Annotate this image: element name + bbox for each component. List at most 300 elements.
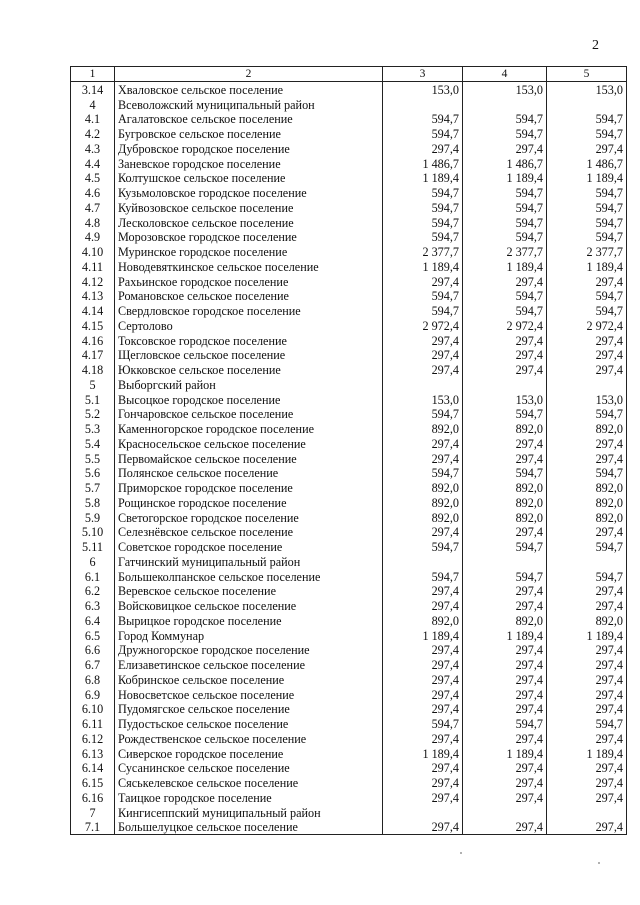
value-col-3: 297,4 xyxy=(383,657,463,672)
municipality-name: Елизаветинское сельское поселение xyxy=(115,657,383,672)
row-number: 6.4 xyxy=(71,613,115,628)
municipality-name: Вырицкое городское поселение xyxy=(115,613,383,628)
table-row xyxy=(71,215,627,230)
table-row xyxy=(71,820,627,835)
table-body xyxy=(71,82,627,835)
value-col-3: 297,4 xyxy=(383,702,463,717)
value-col-5: 594,7 xyxy=(547,215,627,230)
value-col-3: 1 189,4 xyxy=(383,259,463,274)
value-col-3: 297,4 xyxy=(383,362,463,377)
municipality-name: Кузьмоловское городское поселение xyxy=(115,185,383,200)
row-number: 5.7 xyxy=(71,480,115,495)
value-col-4 xyxy=(463,377,547,392)
row-number: 6.14 xyxy=(71,761,115,776)
municipality-name: Сиверское городское поселение xyxy=(115,746,383,761)
table-row xyxy=(71,554,627,569)
municipality-name: Первомайское сельское поселение xyxy=(115,451,383,466)
table-row xyxy=(71,126,627,141)
value-col-5: 297,4 xyxy=(547,820,627,835)
value-col-5: 297,4 xyxy=(547,274,627,289)
row-number: 6.2 xyxy=(71,584,115,599)
value-col-4: 1 189,4 xyxy=(463,259,547,274)
value-col-5: 892,0 xyxy=(547,480,627,495)
row-number: 4.16 xyxy=(71,333,115,348)
municipality-name: Куйвозовское сельское поселение xyxy=(115,200,383,215)
value-col-5: 297,4 xyxy=(547,702,627,717)
value-col-5 xyxy=(547,805,627,820)
row-number: 4.9 xyxy=(71,230,115,245)
value-col-5: 1 486,7 xyxy=(547,156,627,171)
row-number: 5.1 xyxy=(71,392,115,407)
row-number: 5.2 xyxy=(71,407,115,422)
row-number: 4.6 xyxy=(71,185,115,200)
value-col-4 xyxy=(463,805,547,820)
value-col-5: 2 377,7 xyxy=(547,244,627,259)
value-col-4: 594,7 xyxy=(463,289,547,304)
table-row xyxy=(71,392,627,407)
row-number: 6.3 xyxy=(71,598,115,613)
municipality-name: Красносельское сельское поселение xyxy=(115,436,383,451)
value-col-3: 594,7 xyxy=(383,289,463,304)
column-header-5: 5 xyxy=(547,67,627,82)
value-col-3: 1 189,4 xyxy=(383,628,463,643)
value-col-4 xyxy=(463,97,547,112)
value-col-4: 153,0 xyxy=(463,392,547,407)
municipality-name: Большеколпанское сельское поселение xyxy=(115,569,383,584)
row-number: 4.17 xyxy=(71,348,115,363)
value-col-3: 297,4 xyxy=(383,687,463,702)
value-col-4: 297,4 xyxy=(463,598,547,613)
row-number: 4.12 xyxy=(71,274,115,289)
value-col-3: 594,7 xyxy=(383,126,463,141)
value-col-4: 297,4 xyxy=(463,584,547,599)
municipality-name: Сусанинское сельское поселение xyxy=(115,761,383,776)
value-col-5: 297,4 xyxy=(547,643,627,658)
value-col-4: 594,7 xyxy=(463,112,547,127)
value-col-5: 1 189,4 xyxy=(547,746,627,761)
value-col-3: 297,4 xyxy=(383,643,463,658)
value-col-5: 892,0 xyxy=(547,510,627,525)
row-number: 6.9 xyxy=(71,687,115,702)
municipality-name: Лесколовское сельское поселение xyxy=(115,215,383,230)
row-number: 4.15 xyxy=(71,318,115,333)
value-col-5: 594,7 xyxy=(547,539,627,554)
row-number: 3.14 xyxy=(71,82,115,97)
value-col-4: 594,7 xyxy=(463,466,547,481)
value-col-3: 594,7 xyxy=(383,303,463,318)
value-col-3: 594,7 xyxy=(383,215,463,230)
row-number: 5.9 xyxy=(71,510,115,525)
value-col-5 xyxy=(547,554,627,569)
value-col-4: 1 486,7 xyxy=(463,156,547,171)
row-number: 4.5 xyxy=(71,171,115,186)
value-col-5: 153,0 xyxy=(547,82,627,97)
value-col-5: 297,4 xyxy=(547,761,627,776)
row-number: 6.12 xyxy=(71,731,115,746)
value-col-3: 892,0 xyxy=(383,480,463,495)
row-number: 4.2 xyxy=(71,126,115,141)
value-col-3: 297,4 xyxy=(383,761,463,776)
table-row xyxy=(71,171,627,186)
value-col-5: 297,4 xyxy=(547,790,627,805)
row-number: 4.10 xyxy=(71,244,115,259)
value-col-3 xyxy=(383,805,463,820)
value-col-4: 297,4 xyxy=(463,731,547,746)
value-col-4: 594,7 xyxy=(463,215,547,230)
municipality-name: Новодевяткинское сельское поселение xyxy=(115,259,383,274)
row-number: 4.13 xyxy=(71,289,115,304)
value-col-3: 892,0 xyxy=(383,613,463,628)
table-row xyxy=(71,244,627,259)
value-col-5: 297,4 xyxy=(547,657,627,672)
value-col-4: 892,0 xyxy=(463,495,547,510)
table-row xyxy=(71,112,627,127)
table-row xyxy=(71,539,627,554)
value-col-3: 594,7 xyxy=(383,466,463,481)
municipality-name: Кингисеппский муниципальный район xyxy=(115,805,383,820)
value-col-3: 297,4 xyxy=(383,333,463,348)
value-col-4: 1 189,4 xyxy=(463,746,547,761)
value-col-4: 594,7 xyxy=(463,539,547,554)
table-row xyxy=(71,480,627,495)
value-col-3 xyxy=(383,97,463,112)
table-row xyxy=(71,716,627,731)
municipality-name: Морозовское городское поселение xyxy=(115,230,383,245)
value-col-5: 594,7 xyxy=(547,200,627,215)
value-col-3: 892,0 xyxy=(383,510,463,525)
table-row xyxy=(71,333,627,348)
value-col-5: 1 189,4 xyxy=(547,171,627,186)
value-col-4: 297,4 xyxy=(463,790,547,805)
value-col-5: 594,7 xyxy=(547,289,627,304)
value-col-3: 297,4 xyxy=(383,598,463,613)
table-row xyxy=(71,775,627,790)
table-row xyxy=(71,407,627,422)
municipality-name: Сяськелевское сельское поселение xyxy=(115,775,383,790)
table-row xyxy=(71,569,627,584)
table-row xyxy=(71,790,627,805)
value-col-3: 297,4 xyxy=(383,436,463,451)
value-col-4: 594,7 xyxy=(463,303,547,318)
table-row xyxy=(71,451,627,466)
value-col-5: 892,0 xyxy=(547,613,627,628)
value-col-5: 1 189,4 xyxy=(547,628,627,643)
table-row xyxy=(71,318,627,333)
table-row xyxy=(71,731,627,746)
row-number: 6.10 xyxy=(71,702,115,717)
table-row xyxy=(71,185,627,200)
table-row xyxy=(71,303,627,318)
table-row xyxy=(71,672,627,687)
table-row xyxy=(71,702,627,717)
row-number: 4.3 xyxy=(71,141,115,156)
value-col-4: 594,7 xyxy=(463,569,547,584)
value-col-5: 297,4 xyxy=(547,451,627,466)
value-col-4: 1 189,4 xyxy=(463,628,547,643)
municipality-name: Кобринское сельское поселение xyxy=(115,672,383,687)
value-col-5: 892,0 xyxy=(547,495,627,510)
table-row xyxy=(71,628,627,643)
value-col-3: 297,4 xyxy=(383,274,463,289)
table-row xyxy=(71,82,627,97)
value-col-5: 153,0 xyxy=(547,392,627,407)
value-col-5: 297,4 xyxy=(547,525,627,540)
value-col-3: 594,7 xyxy=(383,407,463,422)
value-col-3: 297,4 xyxy=(383,525,463,540)
value-col-3: 594,7 xyxy=(383,200,463,215)
value-col-5 xyxy=(547,97,627,112)
row-number: 4.7 xyxy=(71,200,115,215)
value-col-3: 297,4 xyxy=(383,672,463,687)
table-row xyxy=(71,805,627,820)
municipality-name: Агалатовское сельское поселение xyxy=(115,112,383,127)
municipality-name: Свердловское городское поселение xyxy=(115,303,383,318)
value-col-3: 594,7 xyxy=(383,112,463,127)
value-col-4: 297,4 xyxy=(463,141,547,156)
table-row xyxy=(71,613,627,628)
value-col-3: 594,7 xyxy=(383,230,463,245)
value-col-5: 297,4 xyxy=(547,362,627,377)
value-col-5: 594,7 xyxy=(547,716,627,731)
row-number: 6.1 xyxy=(71,569,115,584)
value-col-4: 297,4 xyxy=(463,274,547,289)
municipality-name: Выборгский район xyxy=(115,377,383,392)
municipality-name: Веревское сельское поселение xyxy=(115,584,383,599)
municipality-name: Дружногорское городское поселение xyxy=(115,643,383,658)
municipality-name: Каменногорское городское поселение xyxy=(115,421,383,436)
value-col-5: 594,7 xyxy=(547,112,627,127)
value-col-5: 594,7 xyxy=(547,185,627,200)
municipality-name: Светогорское городское поселение xyxy=(115,510,383,525)
value-col-4: 892,0 xyxy=(463,421,547,436)
value-col-3: 594,7 xyxy=(383,185,463,200)
table-row xyxy=(71,362,627,377)
municipality-name: Гатчинский муниципальный район xyxy=(115,554,383,569)
value-col-4: 297,4 xyxy=(463,525,547,540)
value-col-3: 297,4 xyxy=(383,775,463,790)
municipality-name: Токсовское городское поселение xyxy=(115,333,383,348)
table-row xyxy=(71,510,627,525)
value-col-3: 594,7 xyxy=(383,539,463,554)
row-number: 4.1 xyxy=(71,112,115,127)
table-row xyxy=(71,230,627,245)
row-number: 5.4 xyxy=(71,436,115,451)
scan-speck xyxy=(460,852,462,854)
value-col-3: 2 972,4 xyxy=(383,318,463,333)
value-col-4: 297,4 xyxy=(463,687,547,702)
table-row xyxy=(71,156,627,171)
column-header-1: 1 xyxy=(71,67,115,82)
municipality-name: Муринское городское поселение xyxy=(115,244,383,259)
value-col-4: 297,4 xyxy=(463,333,547,348)
column-header-3: 3 xyxy=(383,67,463,82)
value-col-4: 594,7 xyxy=(463,200,547,215)
value-col-4: 892,0 xyxy=(463,613,547,628)
value-col-3: 297,4 xyxy=(383,348,463,363)
municipality-name: Рождественское сельское поселение xyxy=(115,731,383,746)
value-col-4: 594,7 xyxy=(463,230,547,245)
municipality-name: Селезнёвское сельское поселение xyxy=(115,525,383,540)
value-col-4: 297,4 xyxy=(463,362,547,377)
table-row xyxy=(71,495,627,510)
value-col-4: 2 377,7 xyxy=(463,244,547,259)
municipality-name: Хваловское сельское поселение xyxy=(115,82,383,97)
municipality-name: Дубровское городское поселение xyxy=(115,141,383,156)
municipality-name: Советское городское поселение xyxy=(115,539,383,554)
value-col-4: 594,7 xyxy=(463,407,547,422)
municipality-name: Рахьинское городское поселение xyxy=(115,274,383,289)
row-number: 5.6 xyxy=(71,466,115,481)
row-number: 4.4 xyxy=(71,156,115,171)
municipality-name: Романовское сельское поселение xyxy=(115,289,383,304)
value-col-4: 594,7 xyxy=(463,185,547,200)
value-col-4: 297,4 xyxy=(463,643,547,658)
value-col-5: 594,7 xyxy=(547,126,627,141)
municipality-name: Высоцкое городское поселение xyxy=(115,392,383,407)
row-number: 4.11 xyxy=(71,259,115,274)
table-row xyxy=(71,657,627,672)
row-number: 6.11 xyxy=(71,716,115,731)
value-col-4: 297,4 xyxy=(463,672,547,687)
page-number: 2 xyxy=(592,38,599,53)
value-col-3: 297,4 xyxy=(383,820,463,835)
value-col-5: 297,4 xyxy=(547,436,627,451)
row-number: 4.14 xyxy=(71,303,115,318)
municipality-name: Бугровское сельское поселение xyxy=(115,126,383,141)
table-row xyxy=(71,746,627,761)
municipality-name: Полянское сельское поселение xyxy=(115,466,383,481)
value-col-4: 892,0 xyxy=(463,480,547,495)
table-row xyxy=(71,348,627,363)
value-col-5: 297,4 xyxy=(547,672,627,687)
row-number: 4.18 xyxy=(71,362,115,377)
municipality-name: Сертолово xyxy=(115,318,383,333)
row-number: 7.1 xyxy=(71,820,115,835)
value-col-5: 297,4 xyxy=(547,584,627,599)
value-col-5: 297,4 xyxy=(547,333,627,348)
value-col-4: 892,0 xyxy=(463,510,547,525)
row-number: 6.5 xyxy=(71,628,115,643)
value-col-5: 594,7 xyxy=(547,230,627,245)
value-col-3: 297,4 xyxy=(383,790,463,805)
municipality-name: Большелуцкое сельское поселение xyxy=(115,820,383,835)
row-number: 5.5 xyxy=(71,451,115,466)
value-col-3: 1 189,4 xyxy=(383,746,463,761)
table-row xyxy=(71,687,627,702)
row-number: 5.3 xyxy=(71,421,115,436)
scan-speck xyxy=(598,862,600,864)
value-col-4: 297,4 xyxy=(463,657,547,672)
table-row xyxy=(71,643,627,658)
value-col-5: 594,7 xyxy=(547,569,627,584)
value-col-4 xyxy=(463,554,547,569)
municipality-name: Юкковское сельское поселение xyxy=(115,362,383,377)
value-col-5: 297,4 xyxy=(547,598,627,613)
value-col-5: 594,7 xyxy=(547,303,627,318)
table-row xyxy=(71,141,627,156)
value-col-4: 2 972,4 xyxy=(463,318,547,333)
row-number: 6.6 xyxy=(71,643,115,658)
value-col-5: 297,4 xyxy=(547,687,627,702)
municipality-name: Рощинское городское поселение xyxy=(115,495,383,510)
table-row xyxy=(71,259,627,274)
municipality-name: Пудостьское сельское поселение xyxy=(115,716,383,731)
row-number: 4.8 xyxy=(71,215,115,230)
value-col-3: 153,0 xyxy=(383,392,463,407)
value-col-4: 297,4 xyxy=(463,436,547,451)
value-col-4: 153,0 xyxy=(463,82,547,97)
municipality-name: Щегловское сельское поселение xyxy=(115,348,383,363)
row-number: 5 xyxy=(71,377,115,392)
row-number: 4 xyxy=(71,97,115,112)
table-row xyxy=(71,97,627,112)
value-col-3: 2 377,7 xyxy=(383,244,463,259)
row-number: 6.7 xyxy=(71,657,115,672)
municipality-name: Город Коммунар xyxy=(115,628,383,643)
value-col-3 xyxy=(383,554,463,569)
value-col-4: 297,4 xyxy=(463,820,547,835)
table-row xyxy=(71,436,627,451)
value-col-3: 153,0 xyxy=(383,82,463,97)
row-number: 6.13 xyxy=(71,746,115,761)
value-col-5: 892,0 xyxy=(547,421,627,436)
value-col-3: 297,4 xyxy=(383,731,463,746)
municipality-name: Приморское городское поселение xyxy=(115,480,383,495)
municipality-name: Новосветское сельское поселение xyxy=(115,687,383,702)
value-col-4: 297,4 xyxy=(463,348,547,363)
value-col-5: 297,4 xyxy=(547,731,627,746)
table-row xyxy=(71,598,627,613)
table-row xyxy=(71,200,627,215)
value-col-4: 1 189,4 xyxy=(463,171,547,186)
municipality-name: Колтушское сельское поселение xyxy=(115,171,383,186)
table-row xyxy=(71,584,627,599)
value-col-4: 297,4 xyxy=(463,702,547,717)
row-number: 6.15 xyxy=(71,775,115,790)
value-col-3: 594,7 xyxy=(383,569,463,584)
value-col-3: 594,7 xyxy=(383,716,463,731)
municipality-name: Гончаровское сельское поселение xyxy=(115,407,383,422)
table-row xyxy=(71,377,627,392)
municipality-name: Войсковицкое сельское поселение xyxy=(115,598,383,613)
value-col-4: 297,4 xyxy=(463,775,547,790)
municipality-name: Пудомягское сельское поселение xyxy=(115,702,383,717)
value-col-5: 297,4 xyxy=(547,775,627,790)
value-col-4: 297,4 xyxy=(463,761,547,776)
table-row xyxy=(71,761,627,776)
value-col-5: 297,4 xyxy=(547,348,627,363)
row-number: 5.8 xyxy=(71,495,115,510)
value-col-3: 892,0 xyxy=(383,495,463,510)
value-col-5: 594,7 xyxy=(547,466,627,481)
allocation-table xyxy=(70,66,627,835)
column-header-2: 2 xyxy=(115,67,383,82)
value-col-5: 297,4 xyxy=(547,141,627,156)
row-number: 6 xyxy=(71,554,115,569)
value-col-5: 1 189,4 xyxy=(547,259,627,274)
row-number: 6.16 xyxy=(71,790,115,805)
value-col-4: 594,7 xyxy=(463,716,547,731)
row-number: 6.8 xyxy=(71,672,115,687)
row-number: 5.11 xyxy=(71,539,115,554)
value-col-5: 2 972,4 xyxy=(547,318,627,333)
value-col-5 xyxy=(547,377,627,392)
row-number: 7 xyxy=(71,805,115,820)
value-col-4: 297,4 xyxy=(463,451,547,466)
table-row xyxy=(71,525,627,540)
value-col-3: 892,0 xyxy=(383,421,463,436)
value-col-3 xyxy=(383,377,463,392)
